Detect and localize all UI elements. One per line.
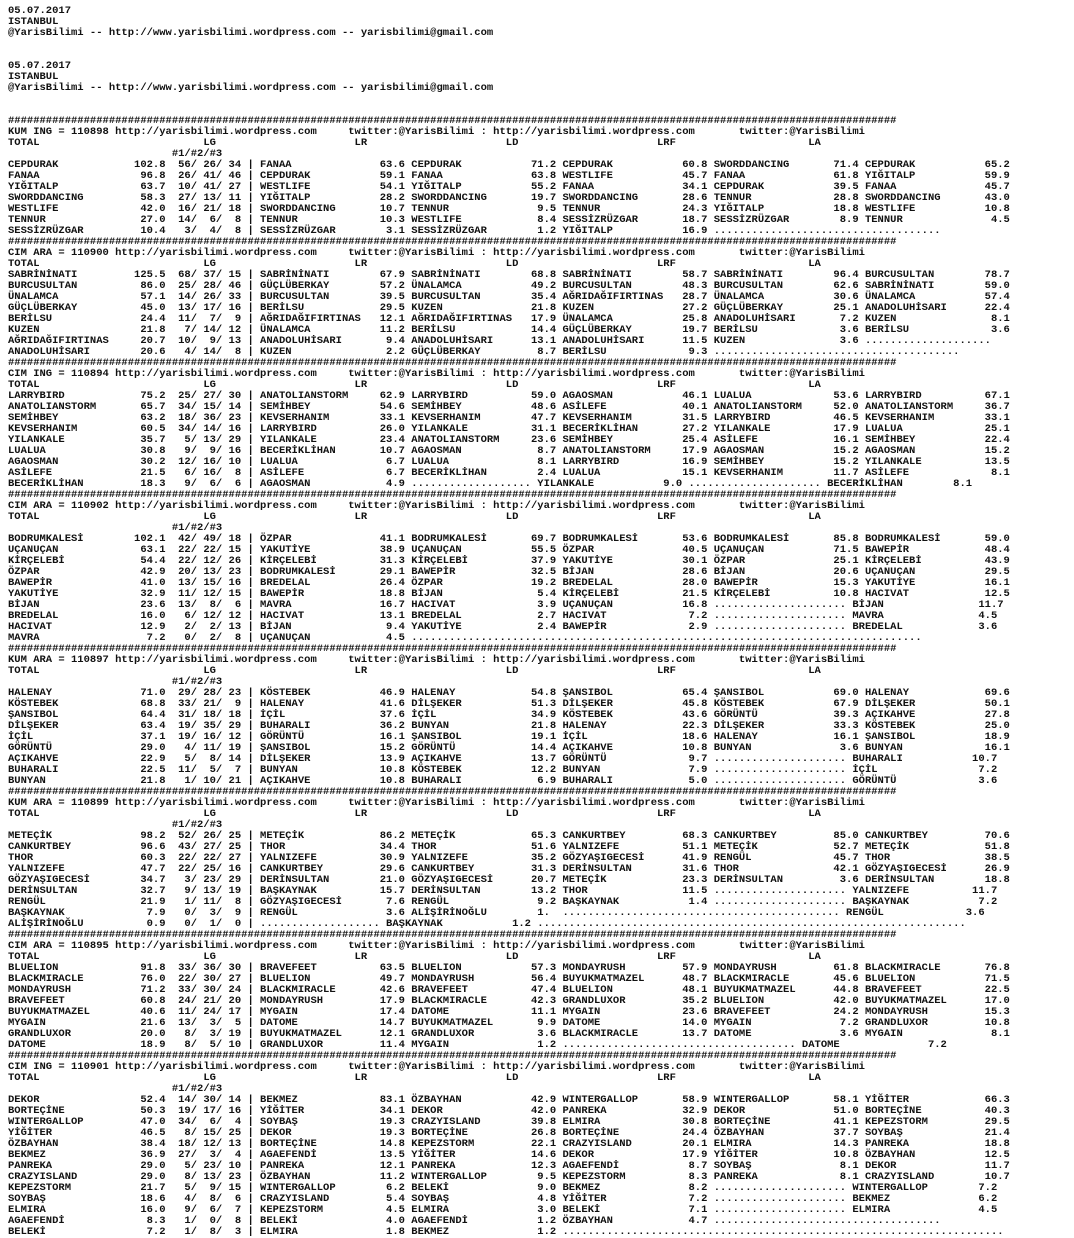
text-line: TOTAL LG LR LD LRF LA xyxy=(8,379,821,391)
text-line: GÖZYAŞIGECESİ 34.7 3/ 23/ 29 | DERİNSULTAN 21.0 GÖZYAŞIGECESİ 20.7 METEÇİK 23.3 DERİNSULTAN 3.6 DERİNSULTAN 18.8 xyxy=(8,874,1010,886)
text-line: KEVSERHANIM 60.5 34/ 14/ 16 | LARRYBIRD 26.0 YILANKALE 31.1 BECERİKLİHAN 27.2 YILANKALE 17.9 LUALUA 25.1 xyxy=(8,423,1010,435)
text-line: WINTERGALLOP 47.0 34/ 6/ 4 | SOYBAŞ 19.3 CRAZYISLAND 39.8 ELMIRA 30.8 BORTEÇİNE 41.1 KEPEZSTORM 29.5 xyxy=(8,1116,1010,1128)
text-line: BREDELAL 16.0 6/ 12/ 12 | HACIVAT 13.1 BREDELAL 2.7 HACIVAT 7.2 ..................... MAVRA 4.5 xyxy=(8,610,998,622)
text-line: HALENAY 71.0 29/ 28/ 23 | KÖSTEBEK 46.9 HALENAY 54.8 ŞANSIBOL 65.4 ŞANSIBOL 69.0 HALENAY 69.6 xyxy=(8,687,1010,699)
text-line: ÜNALAMCA 57.1 14/ 26/ 33 | BURCUSULTAN 39.5 BURCUSULTAN 35.4 AĞRIDAĞIFIRTINAS 28.7 ÜNALAMCA 30.6 ÜNALAMCA 57.4 xyxy=(8,291,1010,303)
text-line xyxy=(8,50,1074,61)
text-line: ############################################################################################################################################# xyxy=(8,236,897,248)
text-line: TENNUR 27.0 14/ 6/ 8 | TENNUR 10.3 WESTLIFE 8.4 SESSİZRÜZGAR 18.7 SESSİZRÜZGAR 8.9 TENNUR 4.5 xyxy=(8,214,1010,226)
text-line: CIM ARA = 110895 http://yarisbilimi.wordpress.com twitter:@YarisBilimi : http://yarisbilimi.wordpress.com twitter:@YarisBilimi xyxy=(8,940,865,952)
text-line: BORTEÇİNE 50.3 19/ 17/ 16 | YİĞİTER 34.1 DEKOR 42.0 PANREKA 32.9 DEKOR 51.0 BORTEÇİNE 40.3 xyxy=(8,1105,1010,1117)
text-line: #1/#2/#3 xyxy=(8,819,223,831)
text-line: KUM ARA = 110899 http://yarisbilimi.wordpress.com twitter:@YarisBilimi : http://yarisbilimi.wordpress.com twitter:@YarisBilimi xyxy=(8,797,865,809)
text-line: PANREKA 29.0 5/ 23/ 10 | PANREKA 12.1 PANREKA 12.3 AGAEFENDİ 8.7 SOYBAŞ 8.1 DEKOR 11.7 xyxy=(8,1160,1010,1172)
text-line: TOTAL LG LR LD LRF LA xyxy=(8,137,821,149)
text-line: BUYUKMATMAZEL 40.6 11/ 24/ 17 | MYGAIN 17.4 DATOME 11.1 MYGAIN 23.6 BRAVEFEET 24.2 MONDAYRUSH 15.3 xyxy=(8,1006,1010,1018)
text-line: BODRUMKALESİ 102.1 42/ 49/ 18 | ÖZPAR 41.1 BODRUMKALESİ 69.7 BODRUMKALESİ 53.6 BODRUMKALESİ 85.8 BODRUMKALESİ 59.0 xyxy=(8,533,1010,545)
text-line: GÖRÜNTÜ 29.0 4/ 11/ 19 | ŞANSIBOL 15.2 GÖRÜNTÜ 14.4 AÇIKAHVE 10.8 BUNYAN 3.6 BUNYAN 16.1 xyxy=(8,742,1010,754)
text-line: ANADOLUHİSARI 20.6 4/ 14/ 8 | KUZEN 2.2 GÜÇLÜBERKAY 8.7 BERİLSU 9.3 ....................................... xyxy=(8,346,960,358)
text-line: 05.07.2017 xyxy=(8,60,72,72)
text-line: DİLŞEKER 63.4 19/ 35/ 29 | BUHARALI 36.2 BUNYAN 21.8 HALENAY 22.3 DİLŞEKER 33.3 KÖSTEBEK 25.0 xyxy=(8,720,1010,732)
text-line: AÇIKAHVE 22.9 5/ 8/ 14 | DİLŞEKER 13.9 AÇIKAHVE 13.7 GÖRÜNTÜ 9.7 ..................... BUHARALI 10.7 xyxy=(8,753,998,765)
text-line: BUNYAN 21.8 1/ 10/ 21 | AÇIKAHVE 10.8 BUHARALI 6.9 BUHARALI 5.0 ..................... GÖRÜNTÜ 3.6 xyxy=(8,775,998,787)
text-line: KUZEN 21.8 7/ 14/ 12 | ÜNALAMCA 11.2 BERİLSU 14.4 GÜÇLÜBERKAY 19.7 BERİLSU 3.6 BERİLSU 3.6 xyxy=(8,324,1010,336)
text-line: BRAVEFEET 60.8 24/ 21/ 20 | MONDAYRUSH 17.9 BLACKMIRACLE 42.3 GRANDLUXOR 35.2 BLUELION 42.0 BUYUKMATMAZEL 17.0 xyxy=(8,995,1010,1007)
text-line: KİRÇELEBİ 54.4 22/ 12/ 26 | KİRÇELEBİ 31.3 KİRÇELEBİ 37.9 YAKUTİYE 30.1 ÖZPAR 25.1 KİRÇELEBİ 43.9 xyxy=(8,555,1010,567)
text-line: SESSİZRÜZGAR 10.4 3/ 4/ 8 | SESSİZRÜZGAR 3.1 SESSİZRÜZGAR 1.2 YIĞITALP 16.9 .................................... xyxy=(8,225,941,237)
text-line: BECERİKLİHAN 18.3 9/ 6/ 6 | AGAOSMAN 4.9 ................... YILANKALE 9.0 ..................... BECERİKLİHAN 8.1 xyxy=(8,478,973,490)
text-line: BAŞKAYNAK 7.9 0/ 3/ 9 | RENGÜL 3.6 ALİŞİRİNOĞLU 1. ............................................ RENGÜL 3.6 xyxy=(8,907,985,919)
text-line: #1/#2/#3 xyxy=(8,148,223,160)
text-line: GRANDLUXOR 20.0 8/ 3/ 19 | BUYUKMATMAZEL 12.1 GRANDLUXOR 3.6 BLACKMIRACLE 13.7 DATOME 3.6 MYGAIN 8.1 xyxy=(8,1028,1010,1040)
text-line: BERİLSU 24.4 11/ 7/ 9 | AĞRIDAĞIFIRTINAS 12.1 AĞRIDAĞIFIRTINAS 17.9 ÜNALAMCA 25.8 ANADOLUHİSARI 7.2 KUZEN 8.1 xyxy=(8,313,1010,325)
text-line: BAWEPİR 41.0 13/ 15/ 16 | BREDELAL 26.4 ÖZPAR 19.2 BREDELAL 28.0 BAWEPİR 15.3 YAKUTİYE 16.1 xyxy=(8,577,1010,589)
text-line: ############################################################################################################################################# xyxy=(8,929,897,941)
text-line: METEÇİK 98.2 52/ 26/ 25 | METEÇİK 86.2 METEÇİK 65.3 CANKURTBEY 68.3 CANKURTBEY 85.0 CANKURTBEY 70.6 xyxy=(8,830,1010,842)
text-line: ÖZBAYHAN 38.4 18/ 12/ 13 | BORTEÇİNE 14.8 KEPEZSTORM 22.1 CRAZYISLAND 20.1 ELMIRA 14.3 PANREKA 18.8 xyxy=(8,1138,1010,1150)
text-line: İÇİL 37.1 19/ 16/ 12 | GÖRÜNTÜ 16.1 ŞANSIBOL 19.1 İÇİL 18.6 HALENAY 16.1 ŞANSIBOL 18.9 xyxy=(8,731,1010,743)
text-line: DATOME 18.9 8/ 5/ 10 | GRANDLUXOR 11.4 MYGAIN 1.2 ..................................... DATOME 7.2 xyxy=(8,1039,947,1051)
text-line: CIM ING = 110901 http://yarisbilimi.wordpress.com twitter:@YarisBilimi : http://yarisbilimi.wordpress.com twitter:@YarisBilimi xyxy=(8,1061,865,1073)
text-line: AGAOSMAN 30.2 12/ 16/ 10 | LUALUA 6.7 LUALUA 8.1 LARRYBIRD 16.9 SEMİHBEY 15.2 YILANKALE 13.5 xyxy=(8,456,1010,468)
text-line: YILANKALE 35.7 5/ 13/ 29 | YILANKALE 23.4 ANATOLIANSTORM 23.6 SEMİHBEY 25.4 ASİLEFE 16.1 SEMİHBEY 22.4 xyxy=(8,434,1010,446)
text-line: KÖSTEBEK 68.8 33/ 21/ 9 | HALENAY 41.6 DİLŞEKER 51.3 DİLŞEKER 45.8 KÖSTEBEK 67.9 DİLŞEKER 50.1 xyxy=(8,698,1010,710)
text-line: RENGÜL 21.9 1/ 11/ 8 | GÖZYAŞIGECESİ 7.6 RENGÜL 9.2 BAŞKAYNAK 1.4 ..................... BAŞKAYNAK 7.2 xyxy=(8,896,998,908)
text-line: KUM ARA = 110897 http://yarisbilimi.wordpress.com twitter:@YarisBilimi : http://yarisbilimi.wordpress.com twitter:@YarisBilimi xyxy=(8,654,865,666)
text-line xyxy=(8,39,1074,50)
text-line: CIM ARA = 110902 http://yarisbilimi.wordpress.com twitter:@YarisBilimi : http://yarisbilimi.wordpress.com twitter:@YarisBilimi xyxy=(8,500,865,512)
text-line: TOTAL LG LR LD LRF LA xyxy=(8,665,821,677)
text-line: TOTAL LG LR LD LRF LA xyxy=(8,808,821,820)
text-line: 05.07.2017 xyxy=(8,5,72,17)
text-line: #1/#2/#3 xyxy=(8,522,223,534)
text-line: CEPDURAK 102.8 56/ 26/ 34 | FANAA 63.6 CEPDURAK 71.2 CEPDURAK 60.8 SWORDDANCING 71.4 CEPDURAK 65.2 xyxy=(8,159,1010,171)
text-line: BİJAN 23.6 13/ 8/ 6 | MAVRA 16.7 HACIVAT 3.9 UÇANUÇAN 16.8 ..................... BİJAN 11.7 xyxy=(8,599,1004,611)
text-line: SABRİNİNATI 125.5 68/ 37/ 15 | SABRİNİNATI 67.9 SABRİNİNATI 68.8 SABRİNİNATI 58.7 SABRİNİNATI 96.4 BURCUSULTAN 78.7 xyxy=(8,269,1010,281)
text-line: CANKURTBEY 96.6 43/ 27/ 25 | THOR 34.4 THOR 51.6 YALNIZEFE 51.1 METEÇİK 52.7 METEÇİK 51.8 xyxy=(8,841,1010,853)
text-line: ISTANBUL xyxy=(8,16,59,28)
text-line: UÇANUÇAN 63.1 22/ 22/ 15 | YAKUTİYE 38.9 UÇANUÇAN 55.5 ÖZPAR 40.5 UÇANUÇAN 71.5 BAWEPİR 48.4 xyxy=(8,544,1010,556)
text-line: HACIVAT 12.9 2/ 2/ 13 | BİJAN 9.4 YAKUTİYE 2.4 BAWEPİR 2.9 ..................... BREDELAL 3.6 xyxy=(8,621,998,633)
text-line: MAVRA 7.2 0/ 2/ 8 | UÇANUÇAN 4.5 ................................................................................. xyxy=(8,632,922,644)
text-line: BUHARALI 22.5 11/ 5/ 7 | BUNYAN 10.8 KÖSTEBEK 12.2 BUNYAN 7.9 ..................... İÇİL 7.2 xyxy=(8,764,998,776)
text-line: KUM ING = 110898 http://yarisbilimi.wordpress.com twitter:@YarisBilimi : http://yarisbilimi.wordpress.com twitter:@YarisBilimi xyxy=(8,126,865,138)
text-line: LUALUA 30.8 9/ 9/ 16 | BECERİKLİHAN 10.7 AGAOSMAN 8.7 ANATOLIANSTORM 17.9 AGAOSMAN 15.2 AGAOSMAN 15.2 xyxy=(8,445,1010,457)
text-line: TOTAL LG LR LD LRF LA xyxy=(8,511,821,523)
text-line xyxy=(8,94,1074,105)
text-line: GÜÇLÜBERKAY 45.0 13/ 17/ 16 | BERİLSU 29.5 KUZEN 21.8 KUZEN 27.2 GÜÇLÜBERKAY 25.1 ANADOLUHİSARI 22.4 xyxy=(8,302,1010,314)
text-line: BELEKİ 7.2 1/ 8/ 3 | ELMIRA 1.8 BEKMEZ 1.2 ...................................................................... xyxy=(8,1226,1004,1238)
text-line: LARRYBIRD 75.2 25/ 27/ 30 | ANATOLIANSTORM 62.9 LARRYBIRD 59.0 AGAOSMAN 46.1 LUALUA 53.6 LARRYBIRD 67.1 xyxy=(8,390,1010,402)
text-line: ALİŞİRİNOĞLU 0.9 0/ 1/ 0 | ................... BAŞKAYNAK 1.2 .................................................................... xyxy=(8,918,966,930)
text-line: SWORDDANCING 58.3 27/ 13/ 11 | YIĞITALP 28.2 SWORDDANCING 19.7 SWORDDANCING 28.6 TENNUR 28.8 SWORDDANCING 43.0 xyxy=(8,192,1010,204)
text-line: CIM ING = 110894 http://yarisbilimi.wordpress.com twitter:@YarisBilimi : http://yarisbilimi.wordpress.com twitter:@YarisBilimi xyxy=(8,368,865,380)
text-line: BEKMEZ 36.9 27/ 3/ 4 | AGAEFENDİ 13.5 YİĞİTER 14.6 DEKOR 17.9 YİĞİTER 10.8 ÖZBAYHAN 12.5 xyxy=(8,1149,1010,1161)
text-line: AGAEFENDİ 8.3 1/ 0/ 8 | BELEKİ 4.0 AGAEFENDİ 1.2 ÖZBAYHAN 4.7 .................................... xyxy=(8,1215,941,1227)
text-line: YİĞİTER 46.5 8/ 15/ 25 | DEKOR 19.3 BORTEÇİNE 26.8 BORTEÇİNE 24.4 ÖZBAYHAN 37.7 SOYBAŞ 21.4 xyxy=(8,1127,1010,1139)
text-line: MONDAYRUSH 71.2 33/ 30/ 24 | BLACKMIRACLE 42.6 BRAVEFEET 47.4 BLUELION 48.1 BUYUKMATMAZEL 44.8 BRAVEFEET 22.5 xyxy=(8,984,1010,996)
text-line: BLUELION 91.8 33/ 36/ 30 | BRAVEFEET 63.5 BLUELION 57.3 MONDAYRUSH 57.9 MONDAYRUSH 61.8 BLACKMIRACLE 76.8 xyxy=(8,962,1010,974)
text-line: DEKOR 52.4 14/ 30/ 14 | BEKMEZ 83.1 ÖZBAYHAN 42.9 WINTERGALLOP 58.9 WINTERGALLOP 58.1 YİĞİTER 66.3 xyxy=(8,1094,1010,1106)
text-line: ISTANBUL xyxy=(8,71,59,83)
text-line: BLACKMIRACLE 76.0 22/ 30/ 27 | BLUELION 49.7 MONDAYRUSH 56.4 BUYUKMATMAZEL 48.7 BLACKMIRACLE 45.6 BLUELION 71.5 xyxy=(8,973,1010,985)
text-line: CIM ARA = 110900 http://yarisbilimi.wordpress.com twitter:@YarisBilimi : http://yarisbilimi.wordpress.com twitter:@YarisBilimi xyxy=(8,247,865,259)
text-line: WESTLIFE 42.0 16/ 21/ 18 | SWORDDANCING 10.7 TENNUR 9.5 TENNUR 24.3 YIĞITALP 18.8 WESTLIFE 10.8 xyxy=(8,203,1010,215)
text-line: #1/#2/#3 xyxy=(8,1083,223,1095)
text-line: KEPEZSTORM 21.7 5/ 9/ 15 | WINTERGALLOP 6.2 BELEKİ 9.0 BEKMEZ 8.2 ..................... WINTERGALLOP 7.2 xyxy=(8,1182,998,1194)
text-line: ############################################################################################################################################# xyxy=(8,489,897,501)
text-line: ELMIRA 16.0 9/ 6/ 7 | KEPEZSTORM 4.5 ELMIRA 3.0 BELEKİ 7.1 ..................... ELMIRA 4.5 xyxy=(8,1204,998,1216)
text-line: ############################################################################################################################################# xyxy=(8,115,897,127)
text-line: YALNIZEFE 47.7 22/ 25/ 16 | CANKURTBEY 29.6 CANKURTBEY 31.3 DERİNSULTAN 31.6 THOR 42.1 GÖZYAŞIGECESİ 26.9 xyxy=(8,863,1010,875)
text-line: YIĞITALP 63.7 10/ 41/ 27 | WESTLIFE 54.1 YIĞITALP 55.2 FANAA 34.1 CEPDURAK 39.5 FANAA 45.7 xyxy=(8,181,1010,193)
text-line: ############################################################################################################################################# xyxy=(8,643,897,655)
text-line: ASİLEFE 21.5 6/ 16/ 8 | ASİLEFE 6.7 BECERİKLİHAN 2.4 LUALUA 15.1 KEVSERHANIM 11.7 ASİLEFE 8.1 xyxy=(8,467,1010,479)
text-line: ############################################################################################################################################# xyxy=(8,1050,897,1062)
text-line: SEMİHBEY 63.2 18/ 36/ 23 | KEVSERHANIM 33.1 KEVSERHANIM 47.7 KEVSERHANIM 31.5 LARRYBIRD 46.5 KEVSERHANIM 33.1 xyxy=(8,412,1010,424)
text-line: MYGAIN 21.6 13/ 3/ 5 | DATOME 14.7 BUYUKMATMAZEL 9.9 DATOME 14.0 MYGAIN 7.2 GRANDLUXOR 10.8 xyxy=(8,1017,1010,1029)
text-line: DERİNSULTAN 32.7 9/ 13/ 19 | BAŞKAYNAK 15.7 DERİNSULTAN 13.2 THOR 11.5 ..................... YALNIZEFE 11.7 xyxy=(8,885,998,897)
text-line: BURCUSULTAN 86.0 25/ 28/ 46 | GÜÇLÜBERKAY 57.2 ÜNALAMCA 49.2 BURCUSULTAN 48.3 BURCUSULTAN 62.6 SABRİNİNATI 59.0 xyxy=(8,280,1010,292)
text-line: ÖZPAR 42.9 20/ 13/ 23 | BODRUMKALESİ 29.1 BAWEPİR 32.5 BİJAN 28.6 BİJAN 20.6 UÇANUÇAN 29.5 xyxy=(8,566,1010,578)
text-line: AĞRIDAĞIFIRTINAS 20.7 10/ 9/ 13 | ANADOLUHİSARI 9.4 ANADOLUHİSARI 13.1 ANADOLUHİSARI 11.5 KUZEN 3.6 .................... xyxy=(8,335,991,347)
text-line: TOTAL LG LR LD LRF LA xyxy=(8,1072,821,1084)
text-line: #1/#2/#3 xyxy=(8,676,223,688)
text-line: CRAZYISLAND 29.0 8/ 13/ 23 | ÖZBAYHAN 11.2 WINTERGALLOP 9.5 KEPEZSTORM 8.3 PANREKA 8.1 CRAZYISLAND 10.7 xyxy=(8,1171,1010,1183)
text-line: FANAA 96.8 26/ 41/ 46 | CEPDURAK 59.1 FANAA 63.8 WESTLIFE 45.7 FANAA 61.8 YIĞITALP 59.9 xyxy=(8,170,1010,182)
text-line: TOTAL LG LR LD LRF LA xyxy=(8,258,821,270)
text-line: SOYBAŞ 18.6 4/ 8/ 6 | CRAZYISLAND 5.4 SOYBAŞ 4.8 YİĞİTER 7.2 ..................... BEKMEZ 6.2 xyxy=(8,1193,998,1205)
text-line: ############################################################################################################################################# xyxy=(8,786,897,798)
text-line: ŞANSIBOL 64.4 31/ 18/ 18 | İÇİL 37.6 İÇİL 34.9 KÖSTEBEK 43.6 GÖRÜNTÜ 39.3 AÇIKAHVE 27.8 xyxy=(8,709,1010,721)
text-line: TOTAL LG LR LD LRF LA xyxy=(8,951,821,963)
text-line: @YarisBilimi -- http://www.yarisbilimi.wordpress.com -- yarisbilimi@gmail.com xyxy=(8,82,494,94)
text-line: @YarisBilimi -- http://www.yarisbilimi.wordpress.com -- yarisbilimi@gmail.com xyxy=(8,27,494,39)
text-line: THOR 60.3 22/ 22/ 27 | YALNIZEFE 30.9 YALNIZEFE 35.2 GÖZYAŞIGECESİ 41.9 RENGÜL 45.7 THOR 38.5 xyxy=(8,852,1010,864)
text-line: ANATOLIANSTORM 65.7 34/ 15/ 14 | SEMİHBEY 54.6 SEMİHBEY 48.6 ASİLEFE 40.1 ANATOLIANSTORM 52.0 ANATOLIANSTORM 36.7 xyxy=(8,401,1010,413)
text-line: ############################################################################################################################################# xyxy=(8,357,897,369)
text-line: YAKUTİYE 32.9 11/ 12/ 15 | BAWEPİR 18.8 BİJAN 5.4 KİRÇELEBİ 21.5 KİRÇELEBİ 10.8 HACIVAT 12.5 xyxy=(8,588,1010,600)
